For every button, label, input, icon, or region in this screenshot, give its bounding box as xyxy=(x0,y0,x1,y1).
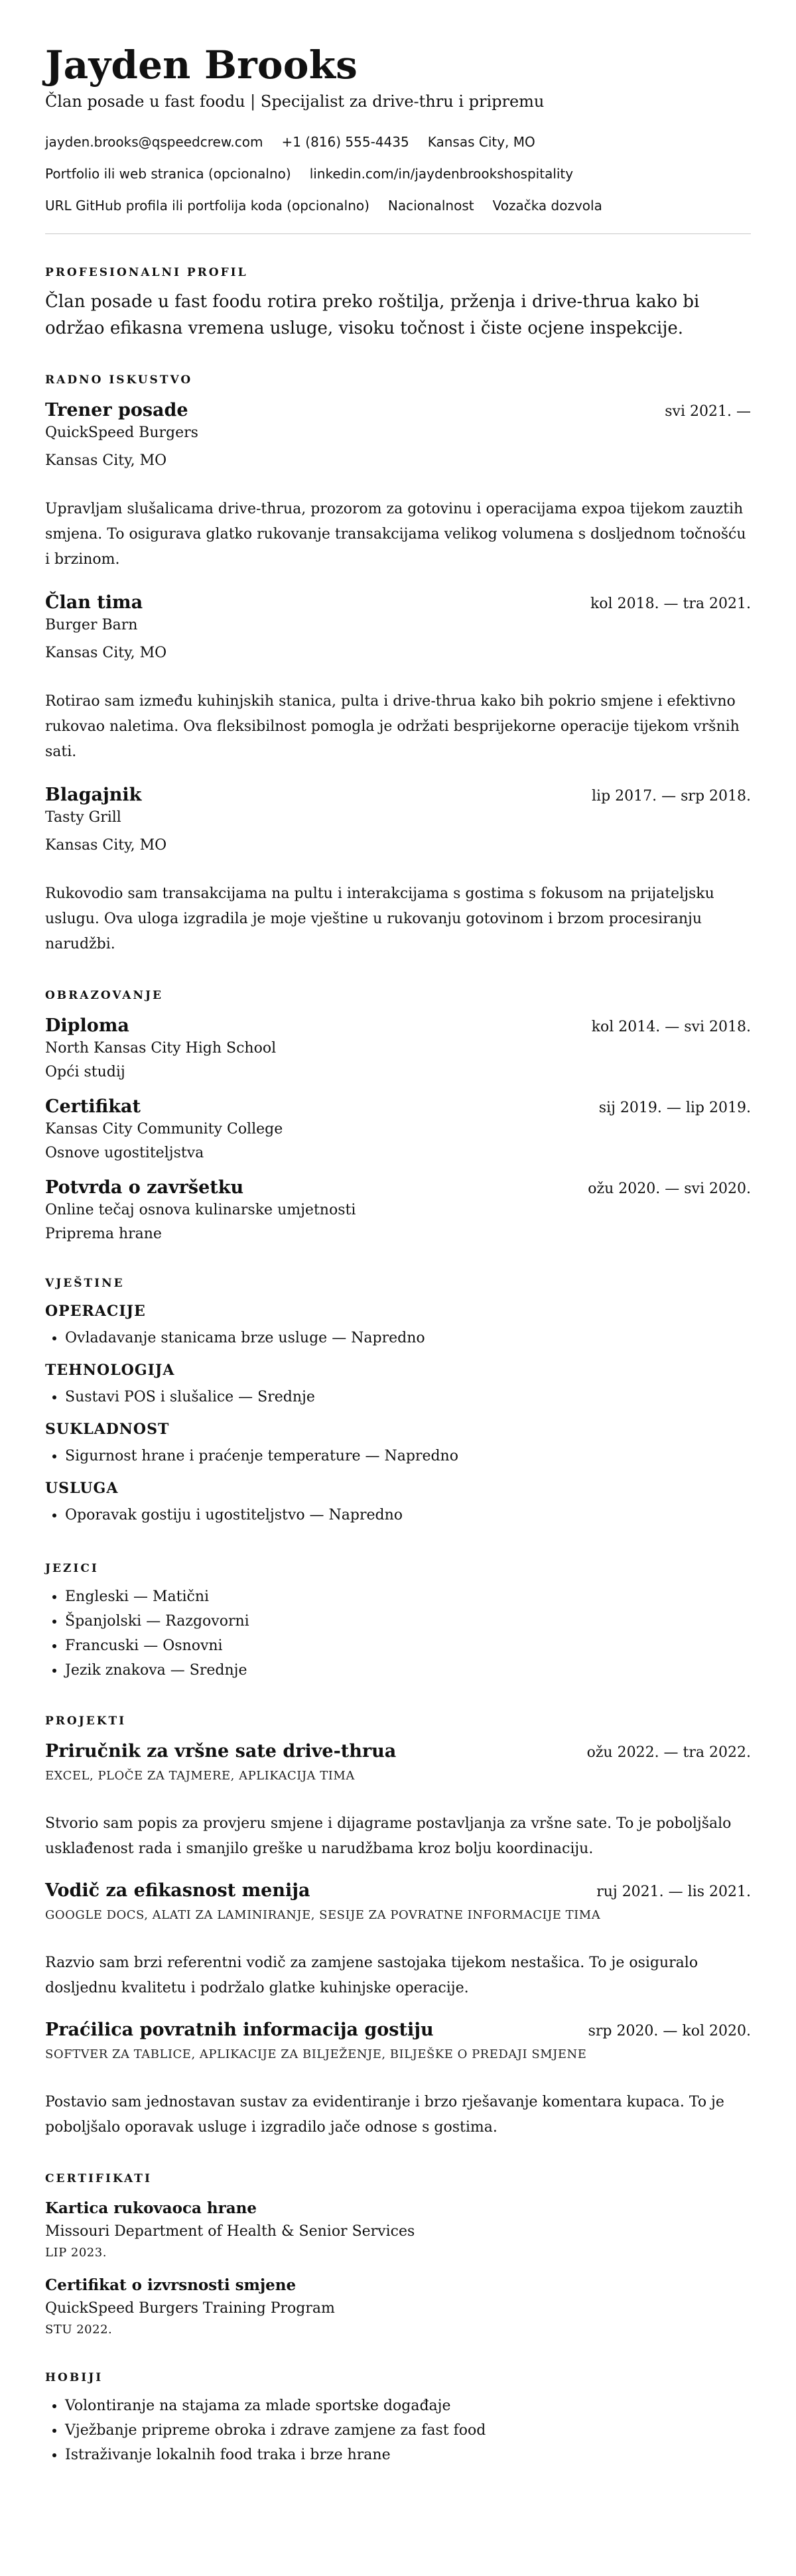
contact-github[interactable]: URL GitHub profila ili portfolija koda (opcionalno) xyxy=(45,198,369,214)
experience-company: Tasty Grill xyxy=(45,809,121,826)
contact-portfolio[interactable]: Portfolio ili web stranica (opcionalno) xyxy=(45,166,291,182)
experience-role: Trener posade xyxy=(45,400,188,420)
experience-role: Član tima xyxy=(45,592,143,613)
certification-issuer: QuickSpeed Burgers Training Program xyxy=(45,2300,335,2317)
section-hobbies xyxy=(45,2370,751,2467)
project-entry xyxy=(45,2018,751,2140)
skill-group xyxy=(45,1478,751,1527)
education-entry xyxy=(45,1014,751,1083)
header-divider xyxy=(45,233,751,234)
education-field: Opći studij xyxy=(45,1064,125,1080)
contact-email[interactable]: jayden.brooks@qspeedcrew.com xyxy=(45,134,263,150)
education-school: Online tečaj osnova kulinarske umjetnosti xyxy=(45,1202,356,1218)
resume-header xyxy=(45,41,751,234)
contact-phone[interactable]: +1 (816) 555-4435 xyxy=(281,134,409,150)
section-title-education: OBRAZOVANJE xyxy=(45,989,164,1002)
project-entry xyxy=(45,1740,751,1862)
experience-location: Kansas City, MO xyxy=(45,837,167,854)
section-certifications xyxy=(45,2171,751,2339)
skill-item: • Ovladavanje stanicama brze usluge — Napredno xyxy=(65,1326,751,1350)
section-profile xyxy=(45,265,751,342)
project-name: Praćilica povratnih informacija gostiju xyxy=(45,2020,434,2040)
section-title-hobbies: HOBIJI xyxy=(45,2371,103,2384)
education-field: Osnove ugostiteljstva xyxy=(45,1145,204,1161)
section-title-profile: PROFESIONALNI PROFIL xyxy=(45,266,248,279)
section-title-experience: RADNO ISKUSTVO xyxy=(45,373,193,387)
hobby-item: • Istraživanje lokalnih food traka i brze hrane xyxy=(65,2443,751,2467)
project-description: Razvio sam brzi referentni vodič za zamjene sastojaka tijekom nestašica. To je osiguralo dosljednu kvalitetu i podržalo glatke kuhinjske operacije. xyxy=(45,1955,698,1996)
skill-item: • Sustavi POS i slušalice — Srednje xyxy=(65,1385,751,1409)
experience-entry xyxy=(45,783,751,957)
section-experience xyxy=(45,372,751,957)
experience-date: svi 2021. — xyxy=(665,403,751,420)
experience-location: Kansas City, MO xyxy=(45,452,167,469)
section-education xyxy=(45,988,751,1245)
section-title-certifications: CERTIFIKATI xyxy=(45,2172,152,2185)
candidate-name: Jayden Brooks xyxy=(45,42,358,88)
certification-date: STU 2022. xyxy=(45,2323,113,2337)
experience-date: lip 2017. — srp 2018. xyxy=(592,788,751,805)
language-item: • Engleski — Matični xyxy=(65,1584,751,1609)
language-item: • Jezik znakova — Srednje xyxy=(65,1658,751,1683)
experience-description: Upravljam slušalicama drive-thrua, prozorom za gotovinu i operacijama expoa tijekom zauztih smjena. To osigurava glatko rukovanje transakcijama velikog volumena s dosljednom točnošću i brzinom. xyxy=(45,501,746,568)
hobby-item: • Vježbanje pripreme obroka i zdrave zamjene za fast food xyxy=(65,2418,751,2443)
experience-description: Rotirao sam između kuhinjskih stanica, pulta i drive-thrua kako bih pokrio smjene i efektivno rukovao naletima. Ova fleksibilnost pomogla je održati besprijekorne operacije tijekom vršnih sati. xyxy=(45,693,740,760)
certification-name: Kartica rukovaoca hrane xyxy=(45,2199,257,2217)
project-entry xyxy=(45,1879,751,2001)
section-projects xyxy=(45,1713,751,2140)
project-description: Postavio sam jednostavan sustav za evidentiranje i brzo rješavanje komentara kupaca. To je poboljšalo oporavak usluge i izgradilo jače odnose s gostima. xyxy=(45,2094,724,2136)
contact-location: Kansas City, MO xyxy=(427,134,535,150)
education-entry xyxy=(45,1095,751,1164)
contact-license: Vozačka dozvola xyxy=(492,198,602,214)
project-tech: GOOGLE DOCS, ALATI ZA LAMINIRANJE, SESIJE ZA POVRATNE INFORMACIJE TIMA xyxy=(45,1908,601,1922)
experience-date: kol 2018. — tra 2021. xyxy=(590,596,751,612)
hobby-item: • Volontiranje na stajama za mlade sportske događaje xyxy=(65,2394,751,2418)
education-date: kol 2014. — svi 2018. xyxy=(591,1019,751,1035)
certification-name: Certifikat o izvrsnosti smjene xyxy=(45,2276,297,2294)
education-school: North Kansas City High School xyxy=(45,1040,277,1057)
contact-line-primary xyxy=(45,133,751,151)
certification-issuer: Missouri Department of Health & Senior Services xyxy=(45,2223,415,2240)
education-field: Priprema hrane xyxy=(45,1226,162,1242)
contact-linkedin[interactable]: linkedin.com/in/jaydenbrookshospitality xyxy=(309,166,574,182)
contact-nationality: Nacionalnost xyxy=(387,198,474,214)
experience-company: Burger Barn xyxy=(45,617,138,633)
project-description: Stvorio sam popis za provjeru smjene i dijagrame postavljanja za vršne sate. To je poboljšalo usklađenost rada i smanjilo greške u narudžbama kroz bolju koordinaciju. xyxy=(45,1815,732,1857)
contact-line-links xyxy=(45,164,751,183)
project-tech: SOFTVER ZA TABLICE, APLIKACIJE ZA BILJEŽENJE, BILJEŠKE O PREDAJI SMJENE xyxy=(45,2047,587,2061)
contact-line-extra xyxy=(45,196,751,215)
education-degree: Diploma xyxy=(45,1015,129,1036)
project-date: srp 2020. — kol 2020. xyxy=(588,2023,751,2039)
project-tech: EXCEL, PLOČE ZA TAJMERE, APLIKACIJA TIMA xyxy=(45,1769,355,1783)
experience-company: QuickSpeed Burgers xyxy=(45,424,198,441)
experience-description: Rukovodio sam transakcijama na pultu i interakcijama s gostima s fokusom na prijateljsku uslugu. Ova uloga izgradila je moje vještine u rukovanju gotovinom i brzom procesiranju narudžbi. xyxy=(45,885,714,952)
profile-summary: Član posade u fast foodu rotira preko roštilja, prženja i drive-thrua kako bi održao efikasna vremena usluge, visoku točnost i čiste ocjene inspekcije. xyxy=(45,292,700,338)
certification-entry xyxy=(45,2274,751,2339)
education-date: sij 2019. — lip 2019. xyxy=(598,1100,751,1116)
language-item: • Španjolski — Razgovorni xyxy=(65,1609,751,1634)
project-date: ruj 2021. — lis 2021. xyxy=(596,1884,751,1900)
education-degree: Certifikat xyxy=(45,1096,141,1117)
section-languages xyxy=(45,1561,751,1683)
section-title-languages: JEZICI xyxy=(45,1562,99,1575)
education-date: ožu 2020. — svi 2020. xyxy=(588,1181,751,1197)
skill-group-title: SUKLADNOST xyxy=(45,1421,170,1438)
skill-group-title: USLUGA xyxy=(45,1480,119,1497)
skill-group-title: OPERACIJE xyxy=(45,1303,146,1320)
candidate-headline: Član posade u fast foodu | Specijalist za drive-thru i pripremu xyxy=(45,92,545,111)
skill-item: • Oporavak gostiju i ugostiteljstvo — Napredno xyxy=(65,1503,751,1527)
certification-date: LIP 2023. xyxy=(45,2246,107,2260)
section-title-skills: VJEŠTINE xyxy=(45,1277,125,1290)
skill-group xyxy=(45,1360,751,1409)
section-title-projects: PROJEKTI xyxy=(45,1714,127,1728)
section-skills xyxy=(45,1275,751,1527)
experience-location: Kansas City, MO xyxy=(45,645,167,661)
skill-item: • Sigurnost hrane i praćenje temperature — Napredno xyxy=(65,1444,751,1468)
experience-entry xyxy=(45,399,751,572)
experience-entry xyxy=(45,591,751,765)
language-item: • Francuski — Osnovni xyxy=(65,1634,751,1658)
experience-role: Blagajnik xyxy=(45,785,142,805)
skill-group xyxy=(45,1301,751,1350)
education-degree: Potvrda o završetku xyxy=(45,1177,244,1198)
project-name: Priručnik za vršne sate drive-thrua xyxy=(45,1741,397,1762)
education-school: Kansas City Community College xyxy=(45,1121,283,1137)
certification-entry xyxy=(45,2197,751,2262)
skill-group xyxy=(45,1419,751,1468)
skill-group-title: TEHNOLOGIJA xyxy=(45,1362,175,1379)
project-date: ožu 2022. — tra 2022. xyxy=(586,1744,751,1761)
project-name: Vodič za efikasnost menija xyxy=(45,1880,310,1901)
education-entry xyxy=(45,1176,751,1245)
